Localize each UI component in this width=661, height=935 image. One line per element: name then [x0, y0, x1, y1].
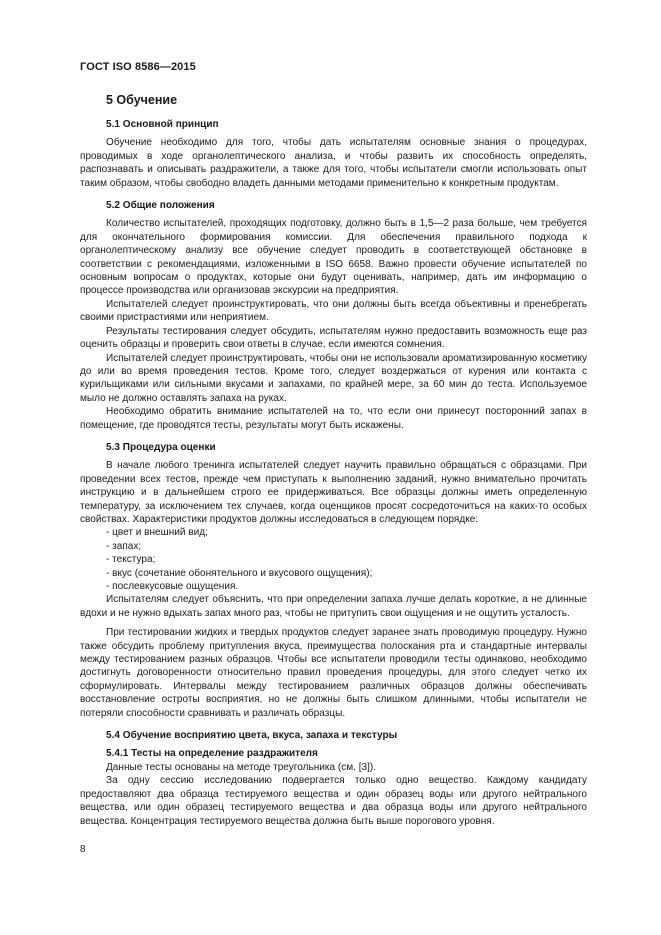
paragraph: Количество испытателей, проходящих подготовку, должно быть в 1,5—2 раза больше, чем требуется для окончательного формирования комиссии. Для обеспечения правильного подхода к органолептическому анализу все обучение следует проводить в соответствующей обстановке в соответствии с рекомендациями, изложенными в ISO 6658. Важно провести обучение испытателей по основным вопросам о продуктах, которые они будут оценивать, например, дать им информацию о процессе производства или организовав экскурсии на предприятия. — [80, 218, 587, 297]
list-item: - цвет и внешний вид; — [106, 527, 208, 539]
list-item: - послевкусовые ощущения. — [106, 581, 239, 592]
list-item: - текстура; — [106, 554, 156, 566]
list-item: - вкус (сочетание обонятельного и вкусового ощущения); — [106, 567, 373, 579]
subsection-title-5-2: 5.2 Общие положения — [106, 200, 215, 212]
paragraph: Испытателей следует проинструктировать, что они должны быть всегда объективны и пренебрегать своими пристрастиями или неприятием. — [80, 298, 587, 324]
subsection-title-5-3: 5.3 Процедура оценки — [106, 441, 216, 453]
document-header: ГОСТ ISO 8586—2015 — [80, 61, 196, 73]
list-item: - запах; — [106, 540, 142, 552]
paragraph: Результаты тестирования следует обсудить, испытателям нужно предоставить возможность еще раз оценить образцы и проверить свои ответы в случае, если имеются сомнения. — [80, 325, 587, 351]
paragraph: Испытателям следует объяснить, что при определении запаха лучше делать короткие, а не длинные вдохи и не нужно вдыхать запах много раз, чтобы не притупить свои ощущения и не ощутить усталость. — [80, 594, 587, 619]
paragraph: При тестировании жидких и твердых продуктов следует заранее знать проводимую процедуру. Нужно также обсудить проблему притупления вкуса, преимущества полоскания рта и стандартные интервалы между тестированием разных образцов. Чтобы все испытатели проводили тесты одинаково, необходимо достигнуть договоренности относительно правил проведения процедуры, для этого следует четко их сформулировать. Интервалы между тестированием различных образцов должны обеспечивать восстановление остроты восприятия, но не должны быть слишком длинными, чтобы испытатели не потеряли способности сравнивать и различать образцы. — [80, 627, 587, 719]
section-title: 5 Обучение — [106, 93, 178, 107]
paragraph: За одну сессию исследованию подвергается только одно вещество. Каждому кандидату предоставляют два образца тестируемого вещества и один образец воды или другого нейтрального вещества, или один образец тестируемого вещества и два образца воды или другого нейтрального вещества. Концентрация тестируемого вещества должна быть выше порогового уровня. — [80, 775, 587, 827]
subsubsection-title-5-4-1: 5.4.1 Тесты на определение раздражителя — [106, 748, 318, 760]
paragraph: Обучение необходимо для того, чтобы дать испытателям основные знания о процедурах, проводимых в ходе органолептического анализа, и чтобы развить их способность определять, распознавать и описывать раздражители, а также для того, чтобы испытатели смогли использовать опыт таким образом, чтобы свободно владеть данными методами применительно к конкретным продуктам. — [80, 137, 587, 189]
paragraph: В начале любого тренинга испытателей следует научить правильно обращаться с образцами. При проведении всех тестов, прежде чем приступать к выполнению заданий, нужно внимательно прочитать инструкцию и в дальнейшем строго ее придерживаться. Все образцы должны иметь определенную температуру, за исключением тех случаев, когда оценщиков просят сосредоточиться на каких-то особых свойствах. Характеристики продуктов должны исследоваться в следующем порядке: — [80, 460, 587, 525]
paragraph: Необходимо обратить внимание испытателей на то, что если они принесут посторонний запах в помещение, где проводятся тесты, результаты могут быть искажены. — [80, 406, 587, 431]
subsection-title-5-4: 5.4 Обучение восприятию цвета, вкуса, запаха и текстуры — [106, 730, 398, 742]
paragraph: Испытателей следует проинструктировать, чтобы они не использовали ароматизированную косметику до или во время проведения тестов. Кроме того, следует воздержаться от курения или контакта с курильщиками или сильными вкусами и запахами, по крайней мере, за 60 мин до теста. Используемое мыло не должно оставлять запаха на руках. — [80, 352, 588, 404]
page-content — [80, 92, 587, 828]
paragraph: Данные тесты основаны на методе треугольника (см. [3]). — [106, 761, 377, 773]
subsection-title-5-1: 5.1 Основной принцип — [106, 119, 219, 130]
page-number: 8 — [80, 844, 86, 855]
